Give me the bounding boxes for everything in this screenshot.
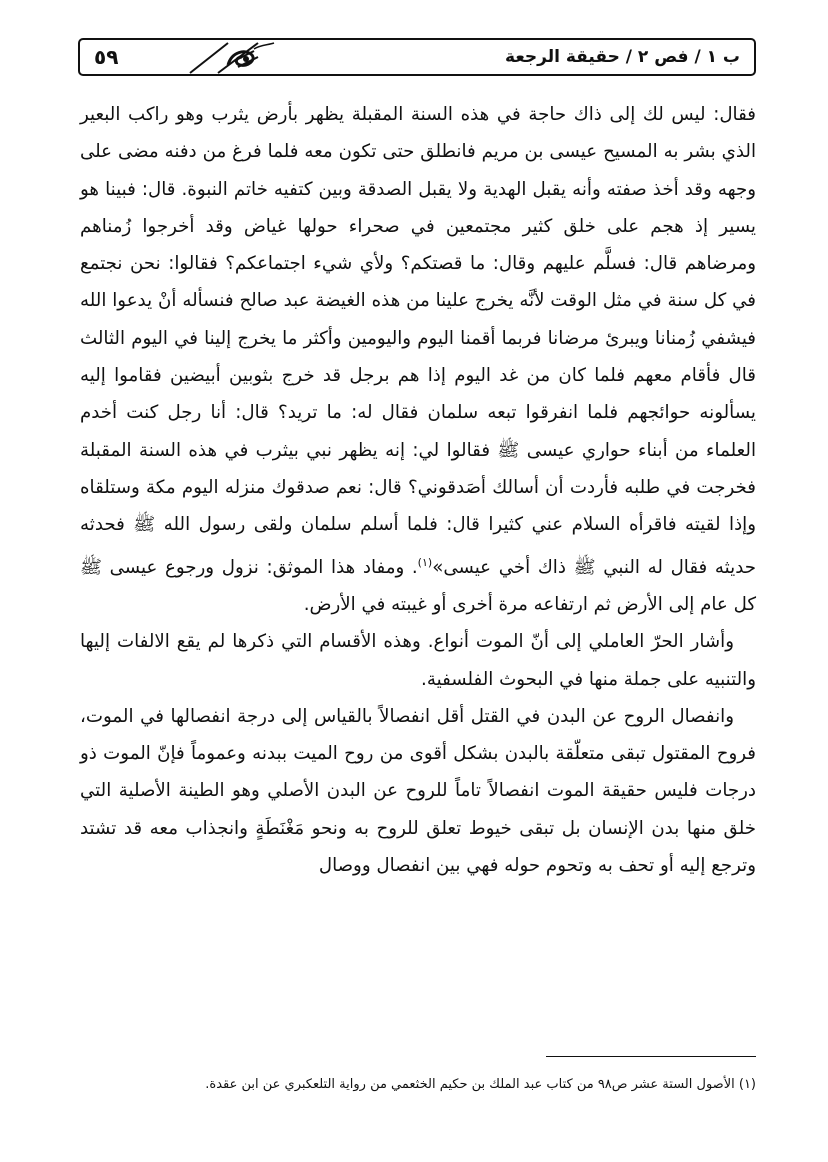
footnote-reference[interactable]: (١) [417, 555, 433, 569]
calligraphy-flourish-icon [188, 41, 276, 75]
paragraph-1 [80, 96, 756, 623]
footnote: (١) الأصول الستة عشر ص٩٨ من كتاب عبد الملك بن حكيم الخثعمي من رواية التلعكبري عن ابن عقدة. [205, 1077, 756, 1092]
chapter-title: ب ١ / فص ٢ / حقيقة الرجعة [505, 47, 740, 67]
paragraph-2: وأشار الحرّ العاملي إلى أنّ الموت أنواع. وهذه الأقسام التي ذكرها لم يقع الالفات إليها والتنبيه على جملة منها في البحوث الفلسفية. [80, 631, 756, 690]
main-text [80, 96, 756, 884]
footnote-divider [546, 1056, 756, 1057]
page-number: ٥٩ [94, 45, 119, 69]
paragraph-1-tail: . ومفاد هذا الموثق: نزول ورجوع عيسى ﷺ كل عام إلى الأرض ثم ارتفاعه مرة أخرى أو غيبته في الأرض. [80, 556, 756, 615]
paragraph-1-text: فقال: ليس لك إلى ذاك حاجة في هذه السنة المقبلة يظهر بأرض يثرب وهو راكب البعير الذي بشر به المسيح عيسى بن مريم فانطلق حتى تكون معه فلما فرغ من دفنه مضى على وجهه وقد أخذ صفته وأنه يقبل الهدية ولا يقبل الصدقة وبين كتفيه خاتم النبوة. قال: فبينا هو يسير إذ هجم على خلق كثير مجتمعين في صحراء حولها غياض وقد أخرجوا زُمناهم ومرضاهم قال: فسلَّم عليهم وقال: ما قصتكم؟ ولأي شيء اجتماعكم؟ فقالوا: نحن نجتمع في كل سنة في مثل الوقت لأنَّه يخرج علينا من هذه الغيضة عبد صالح فنسأله أنْ يدعوا الله فيشفي زُمنانا ويبرئ مرضانا فربما أقمنا اليوم واليومين وأكثر ما يخرج إلينا في اليوم الثالث قال فأقام معهم فلما كان من غد اليوم إذا هم برجل قد خرج بثوبين أبيضين فقاموا إليه يسألونه حوائجهم فلما انفرقوا تبعه سلمان فقال له: ما تريد؟ قال: أنا رجل كنت أخدم العلماء من أبناء حواري عيسى ﷺ فقالوا لي: إنه يظهر نبي بيثرب في هذه السنة المقبلة فخرجت في طلبه فأردت أن أسالك أصَدقوني؟ قال: نعم صدقوك منزله اليوم مكة وستلقاه وإذا لقيته فاقرأه السلام عني كثيرا قال: فلما أسلم سلمان ولقى رسول الله ﷺ فحدثه حديثه فقال له النبي ﷺ ذاك أخي عيسى» [80, 104, 756, 578]
running-header [78, 38, 756, 76]
paragraph-3: وانفصال الروح عن البدن في القتل أقل انفصالاً بالقياس إلى درجة انفصالها في الموت، فروح المقتول تبقى متعلّقة بالبدن بشكل أقوى من روح الميت ببدنه وعموماً فإنّ الموت ذو درجات فليس حقيقة الموت انفصالاً تاماً للروح عن البدن الأصلي وهو الطينة الأصلية التي خلق منها بدن الإنسان بل تبقى خيوط تعلق للروح به ونحو مَغْنَطَةٍ وانجذاب معه قد تشتد وترجع إليه أو تحف به وتحوم حوله فهي بين انفصال ووصال [80, 705, 756, 876]
